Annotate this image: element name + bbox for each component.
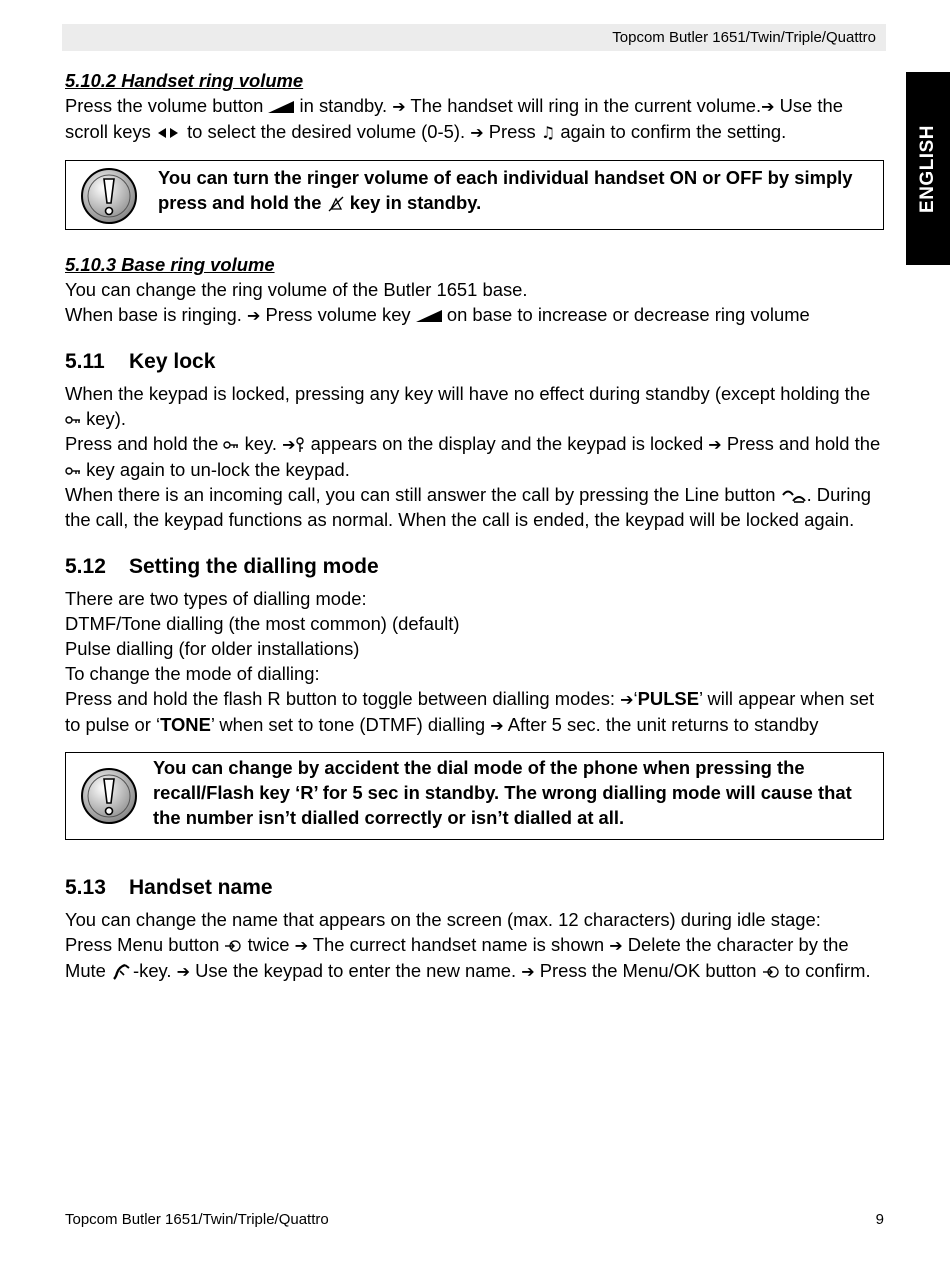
paragraph-handset-name bbox=[65, 932, 887, 984]
arrow-icon: ➔ bbox=[470, 123, 484, 142]
arrow-icon: ➔ bbox=[609, 936, 623, 955]
paragraph-keylock-3 bbox=[65, 482, 887, 532]
text: Press bbox=[483, 121, 541, 142]
section-number: 5.13 bbox=[65, 876, 106, 899]
text: Delete the character by the Mute bbox=[65, 934, 849, 981]
key-icon bbox=[65, 415, 81, 425]
text: Press volume key bbox=[260, 304, 416, 325]
heading-5-10-2: 5.10.2 Handset ring volume bbox=[65, 70, 304, 91]
section-heading-5-12 bbox=[65, 554, 887, 580]
paragraph-handset-ring-volume bbox=[65, 93, 887, 145]
scroll-left-icon bbox=[156, 127, 168, 139]
arrow-icon: ➔ bbox=[392, 97, 406, 116]
dialling-line-3: Pulse dialling (for older installations) bbox=[65, 638, 360, 659]
note-box-ringer bbox=[65, 160, 884, 230]
text: ’ when set to tone (DTMF) dialling bbox=[210, 714, 491, 735]
running-header: Topcom Butler 1651/Twin/Triple/Quattro bbox=[62, 24, 886, 51]
text: The currect handset name is shown bbox=[308, 934, 610, 955]
volume-icon bbox=[416, 310, 442, 322]
text: key). bbox=[81, 408, 126, 429]
pulse-label: PULSE bbox=[637, 688, 699, 709]
volume-icon bbox=[268, 101, 294, 113]
text: key. bbox=[239, 433, 283, 454]
page-number: 9 bbox=[875, 1211, 884, 1228]
page-content bbox=[65, 68, 887, 984]
text: Press the volume button bbox=[65, 95, 269, 116]
key-icon bbox=[65, 466, 81, 476]
text: on base to increase or decrease ring volume bbox=[441, 304, 810, 325]
text: in standby. bbox=[294, 95, 393, 116]
text: ‘ bbox=[633, 688, 638, 709]
handset-name-line-1: You can change the name that appears on the screen (max. 12 characters) during idle stage: bbox=[65, 909, 821, 930]
text: The handset will ring in the current volume. bbox=[405, 95, 762, 116]
footer-title: Topcom Butler 1651/Twin/Triple/Quattro bbox=[65, 1211, 329, 1228]
dialling-line-4: To change the mode of dialling: bbox=[65, 663, 320, 684]
section-title: Key lock bbox=[129, 350, 216, 373]
warning-exclamation-icon bbox=[80, 767, 138, 825]
text: Press and hold the bbox=[721, 433, 881, 454]
section-title: Setting the dialling mode bbox=[129, 555, 379, 578]
arrow-icon: ➔ bbox=[521, 962, 535, 981]
line-phone-icon bbox=[781, 489, 807, 503]
text: Use the scroll keys bbox=[65, 95, 843, 142]
text: key again to un-lock the keypad. bbox=[81, 459, 350, 480]
arrow-icon: ➔ bbox=[176, 962, 191, 981]
arrow-icon: ➔ bbox=[294, 936, 309, 955]
text: to select the desired volume (0-5). bbox=[181, 121, 471, 142]
section-heading-5-13 bbox=[65, 875, 887, 901]
section-title: Handset name bbox=[129, 876, 273, 899]
text: twice bbox=[242, 934, 295, 955]
arrow-icon: ➔ bbox=[282, 435, 296, 454]
menu-ok-icon bbox=[762, 965, 780, 979]
text: again to confirm the setting. bbox=[555, 121, 787, 142]
paragraph-base-ring-line1: You can change the ring volume of the Butler 1651 base. bbox=[65, 279, 528, 300]
paragraph-dialling-toggle bbox=[65, 686, 887, 738]
key-icon bbox=[223, 440, 239, 450]
dialling-line-1: There are two types of dialling mode: bbox=[65, 588, 367, 609]
paragraph-base-ring-line2 bbox=[65, 302, 887, 328]
language-tab bbox=[906, 72, 950, 265]
scroll-right-icon bbox=[168, 127, 182, 139]
section-number: 5.11 bbox=[65, 350, 105, 373]
text: appears on the display and the keypad is locked bbox=[305, 433, 709, 454]
arrow-icon: ➔ bbox=[246, 306, 261, 325]
text: to confirm. bbox=[779, 960, 871, 981]
note-text: You can turn the ringer volume of each individual handset ON or OFF by simply press and hold the bbox=[158, 167, 853, 213]
lock-display-icon bbox=[295, 437, 305, 453]
text: Use the keypad to enter the new name. bbox=[190, 960, 522, 981]
text: -key. bbox=[133, 960, 177, 981]
note-text: key in standby. bbox=[344, 192, 482, 213]
note-text: You can change by accident the dial mode of the phone when pressing the recall/Flash key ‘R’ for 5 sec in standby. The wrong dialling mode will cause that the number isn’t dialled correctly or isn’t dialled at all. bbox=[153, 757, 852, 828]
text: ’ will appear when set to pulse or ‘ bbox=[65, 688, 875, 735]
heading-5-10-3: 5.10.3 Base ring volume bbox=[65, 254, 275, 275]
arrow-icon: ➔ bbox=[761, 97, 775, 116]
mute-icon bbox=[111, 963, 133, 981]
language-tab-label: ENGLISH bbox=[917, 124, 938, 213]
ringer-off-icon bbox=[327, 196, 345, 212]
arrow-icon: ➔ bbox=[708, 435, 722, 454]
menu-ok-icon bbox=[224, 939, 242, 953]
warning-exclamation-icon bbox=[80, 167, 138, 225]
dialling-line-2: DTMF/Tone dialling (the most common) (default) bbox=[65, 613, 460, 634]
text: Press and hold the bbox=[65, 433, 224, 454]
section-number: 5.12 bbox=[65, 555, 106, 578]
section-heading-5-11 bbox=[65, 349, 887, 375]
text: Press and hold the flash R button to toggle between dialling modes: bbox=[65, 688, 621, 709]
paragraph-keylock-1 bbox=[65, 381, 887, 431]
paragraph-keylock-2 bbox=[65, 431, 887, 482]
arrow-icon: ➔ bbox=[490, 716, 504, 735]
arrow-icon: ➔ bbox=[620, 690, 634, 709]
text: When the keypad is locked, pressing any key will have no effect during standby (except holding the bbox=[65, 383, 871, 404]
note-box-dial-mode bbox=[65, 752, 884, 840]
text: . During the call, the keypad functions as normal. When the call is ended, the keypad will be locked again. bbox=[65, 484, 871, 530]
text: After 5 sec. the unit returns to standby bbox=[503, 714, 819, 735]
text: When base is ringing. bbox=[65, 304, 247, 325]
tone-label: TONE bbox=[160, 714, 211, 735]
music-note-icon: ♫ bbox=[540, 123, 556, 142]
text: Press Menu button bbox=[65, 934, 225, 955]
text: Press the Menu/OK button bbox=[534, 960, 762, 981]
text: When there is an incoming call, you can still answer the call by pressing the Line button bbox=[65, 484, 781, 505]
